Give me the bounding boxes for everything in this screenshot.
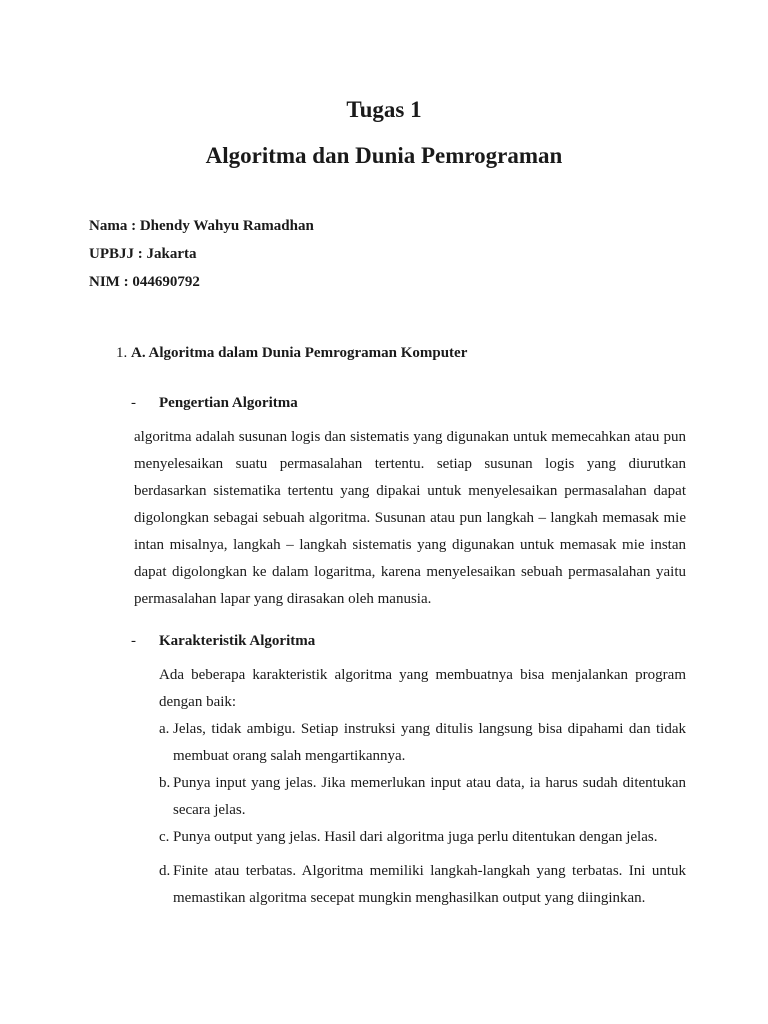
list-item-label: c. <box>159 829 170 845</box>
paragraph-line: dapat digolongkan ke dalam logaritma, karena menyelesaikan sebuah permasalahan yaitu <box>134 564 686 580</box>
list-item-line: secara jelas. <box>173 802 246 818</box>
list-item <box>173 858 686 912</box>
paragraph-line: menyelesaikan suatu permasalahan tertentu. setiap susunan logis yang diurutkan <box>134 456 686 472</box>
list-item-label: d. <box>159 863 171 879</box>
list-item-label: a. <box>159 721 170 737</box>
paragraph-line: algoritma adalah susunan logis dan sistematis yang digunakan untuk memecahkan atau pun <box>134 429 686 445</box>
list-item-label: b. <box>159 775 171 791</box>
student-name: Nama : Dhendy Wahyu Ramadhan <box>89 218 314 234</box>
paragraph-line: digolongkan sebagai sebuah algoritma. Susunan atau pun langkah – langkah memasak mie <box>134 510 686 526</box>
section-number: 1. <box>116 345 128 361</box>
student-upbjj: UPBJJ : Jakarta <box>89 246 197 262</box>
document-title: Tugas 1 <box>346 97 422 122</box>
bullet-dash: - <box>131 633 136 649</box>
paragraph-line: berdasarkan sistematika tertentu yang dipakai untuk menyelesaikan permasalahan dapat <box>134 483 686 499</box>
list-item-line: Jelas, tidak ambigu. Setiap instruksi yang ditulis langsung bisa dipahami dan tidak <box>173 721 686 737</box>
paragraph-line: intan misalnya, langkah – langkah sistematis yang digunakan untuk memasak mie instan <box>134 537 686 553</box>
section-title: A. Algoritma dalam Dunia Pemrograman Komputer <box>131 345 468 361</box>
paragraph-line: dengan baik: <box>159 694 237 710</box>
student-nim: NIM : 044690792 <box>89 274 200 290</box>
list-item <box>173 716 686 770</box>
bullet-dash: - <box>131 395 136 411</box>
paragraph-line: permasalahan lapar yang dirasakan oleh manusia. <box>134 591 432 607</box>
section-heading <box>116 345 467 362</box>
list-item-line: Punya output yang jelas. Hasil dari algoritma juga perlu ditentukan dengan jelas. <box>173 829 658 845</box>
subsection-title-karakteristik: Karakteristik Algoritma <box>159 633 316 649</box>
list-item-line: memastikan algoritma secepat mungkin menghasilkan output yang diinginkan. <box>173 890 646 906</box>
list-item-line: Punya input yang jelas. Jika memerlukan input atau data, ia harus sudah ditentukan <box>173 775 686 791</box>
list-item <box>173 770 686 824</box>
document-subtitle: Algoritma dan Dunia Pemrograman <box>205 143 563 168</box>
list-item-line: membuat orang salah mengartikannya. <box>173 748 406 764</box>
paragraph-line: Ada beberapa karakteristik algoritma yang membuatnya bisa menjalankan program <box>159 667 686 683</box>
list-item <box>173 824 686 851</box>
list-item-line: Finite atau terbatas. Algoritma memiliki langkah-langkah yang terbatas. Ini untuk <box>173 863 686 879</box>
paragraph-karakteristik-intro <box>159 662 686 716</box>
subsection-title-pengertian: Pengertian Algoritma <box>159 395 298 411</box>
paragraph-pengertian <box>134 424 686 613</box>
